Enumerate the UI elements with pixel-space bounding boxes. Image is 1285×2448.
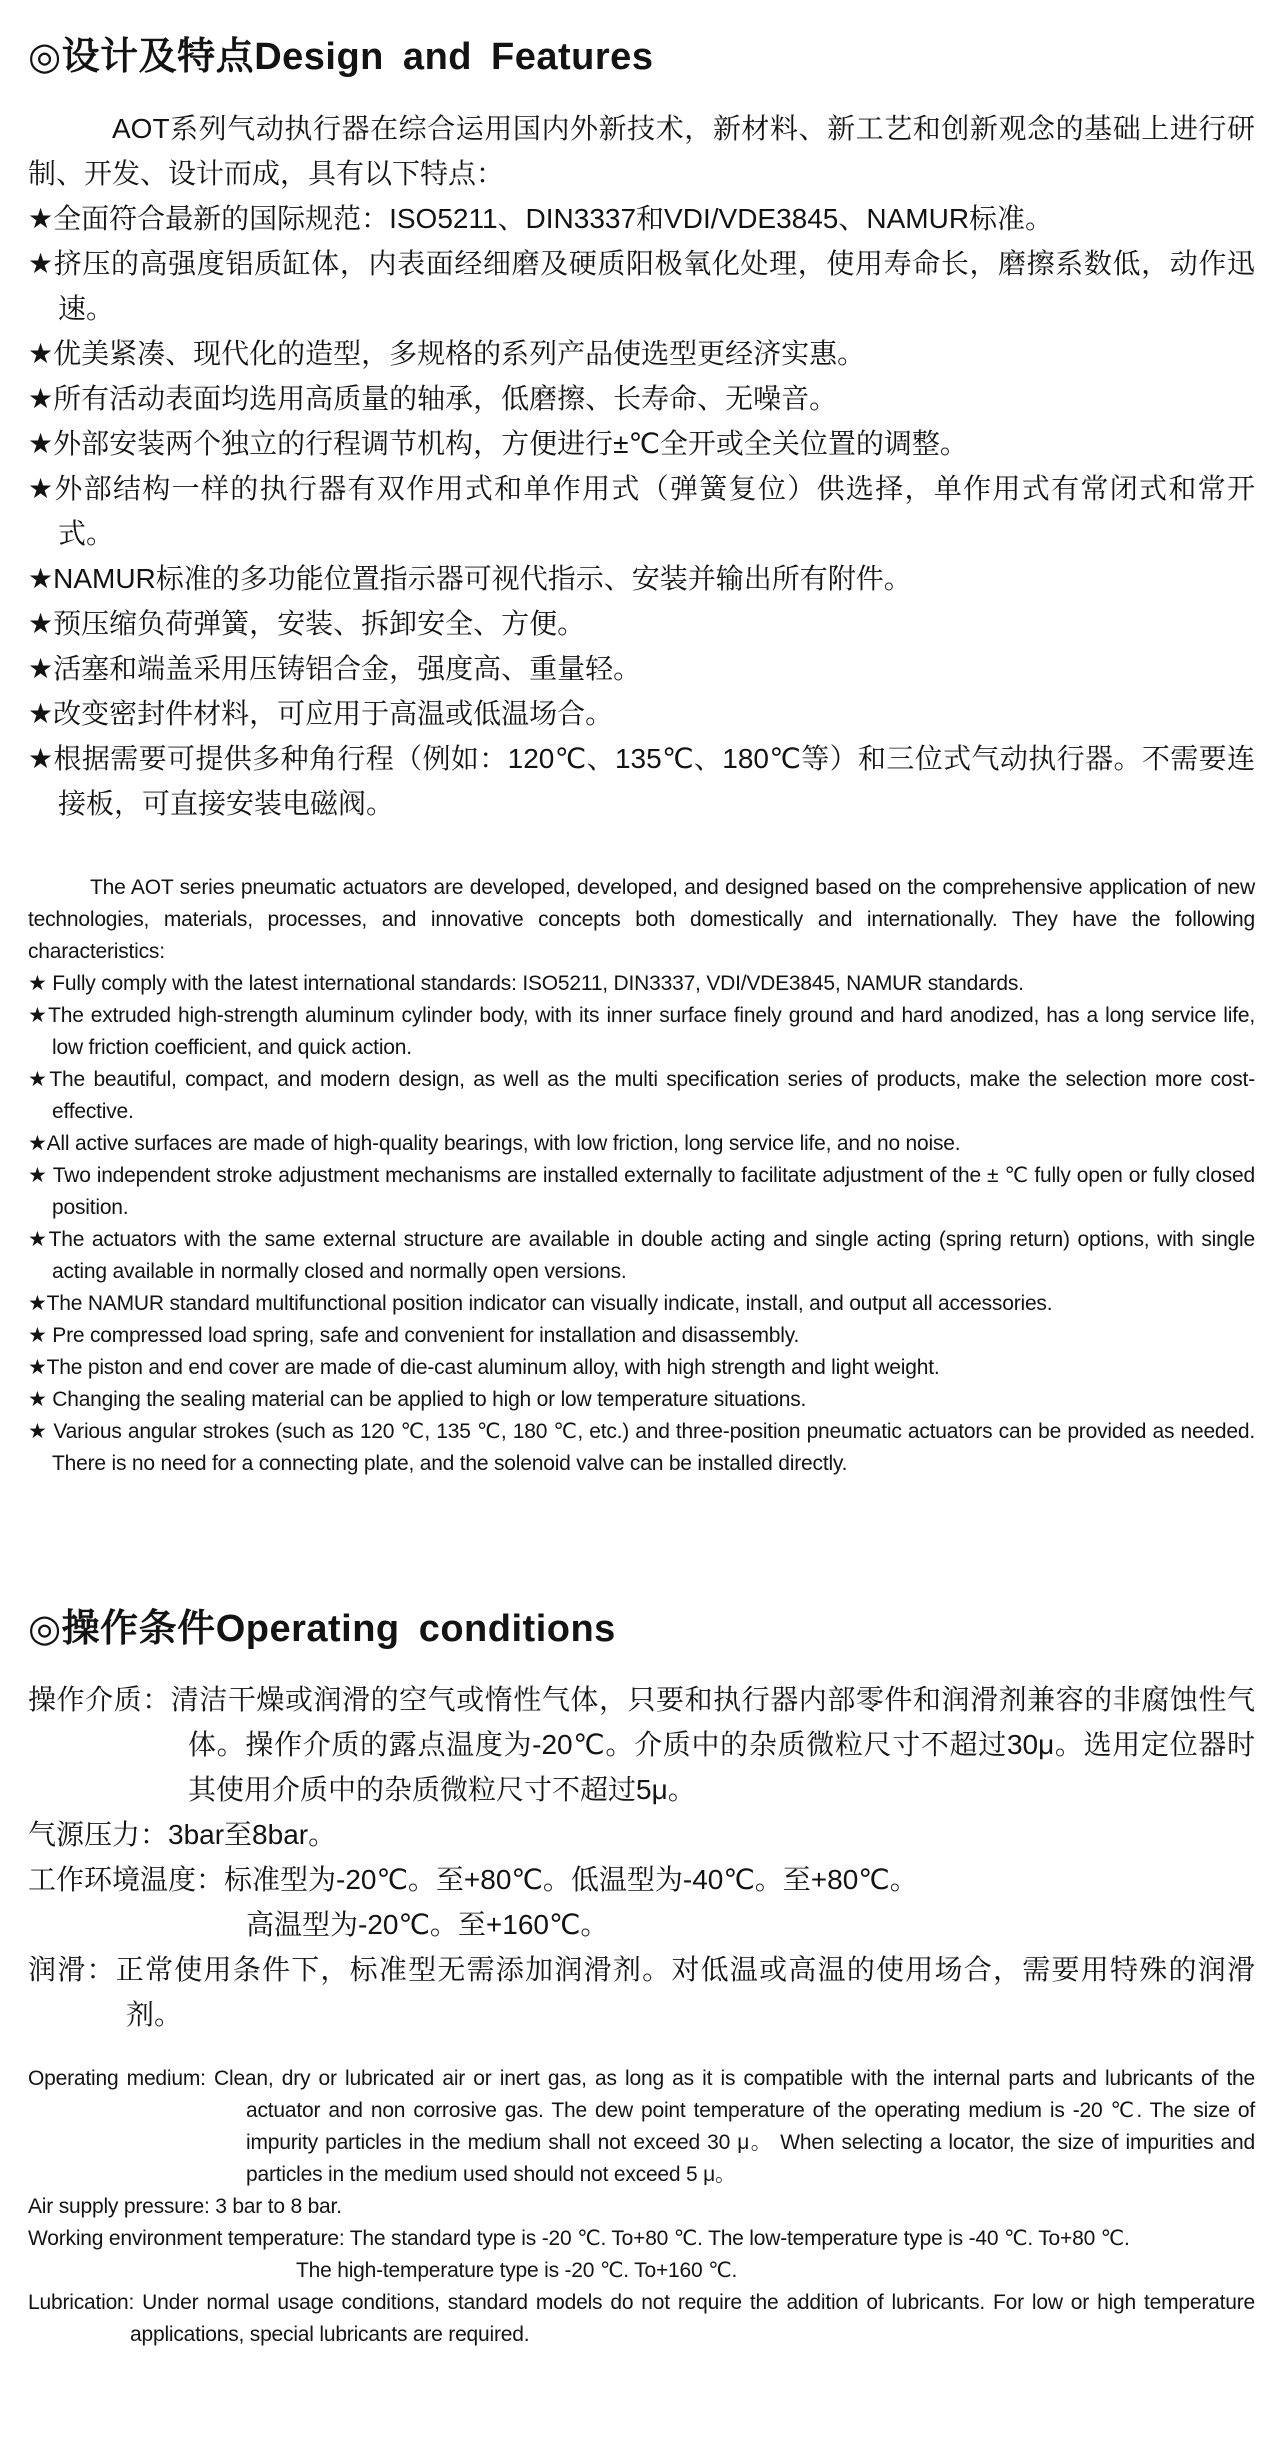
condition-lubrication-zh [28, 1947, 1255, 2037]
design-feature-bullet-en: ★ Fully comply with the latest international standards: ISO5211, DIN3337, VDI/VDE3845, NAMUR standards. [28, 971, 1024, 995]
design-feature-bullet-zh: ★活塞和端盖采用压铸铝合金，强度高、重量轻。 [28, 652, 642, 684]
design-feature-bullet-zh: ★外部结构一样的执行器有双作用式和单作用式（弹簧复位）供选择，单作用式有常闭式和常开式。 [28, 472, 1255, 549]
condition-medium-zh [28, 1677, 1255, 1812]
condition-temperature-zh [28, 1857, 1255, 1947]
condition-temperature-zh-label: 工作环境温度： [28, 1864, 225, 1896]
condition-medium-zh-text: 清洁干燥或润滑的空气或惰性气体，只要和执行器内部零件和润滑剂兼容的非腐蚀性气体。操作介质的露点温度为-20℃。介质中的杂质微粒尺寸不超过30μ。选用定位器时其使用介质中的杂质微粒尺寸不超过5μ。 [170, 1684, 1255, 1806]
condition-pressure-en-text: 3 bar to 8 bar. [215, 2195, 342, 2219]
condition-medium-en-label: Operating medium: [28, 2067, 206, 2091]
design-feature-bullet-en: ★ Two independent stroke adjustment mechanisms are installed externally to facilitate adjustment of the ± ℃ fully open or fully closed position. [28, 1163, 1255, 1219]
design-features-section [28, 36, 1255, 1480]
condition-lubrication-zh-label: 润滑： [28, 1954, 116, 1986]
design-feature-bullet-en: ★The NAMUR standard multifunctional position indicator can visually indicate, install, and output all accessories. [28, 1291, 1053, 1315]
design-bullets-en [28, 968, 1255, 1480]
operating-heading-en: Operating conditions [215, 1607, 616, 1650]
operating-conditions-zh [28, 1677, 1255, 2037]
condition-temperature-en [28, 2223, 1255, 2287]
condition-pressure-zh-text: 3bar至8bar。 [168, 1819, 337, 1851]
operating-conditions-en [28, 2063, 1255, 2351]
design-feature-bullet-zh: ★全面符合最新的国际规范：ISO5211、DIN3337和VDI/VDE3845、NAMUR标准。 [28, 202, 1054, 234]
operating-heading-symbol: ◎ [28, 1607, 62, 1650]
condition-pressure-en-label: Air supply pressure: [28, 2195, 210, 2219]
design-feature-bullet-zh: ★外部安装两个独立的行程调节机构，方便进行±℃全开或全关位置的调整。 [28, 427, 968, 459]
design-heading [28, 36, 1255, 80]
condition-medium-en [28, 2063, 1255, 2191]
design-heading-zh: 设计及特点 [61, 36, 255, 78]
operating-conditions-section [28, 1608, 1255, 2352]
design-feature-bullet-en: ★ Changing the sealing material can be applied to high or low temperature situations. [28, 1387, 807, 1411]
condition-pressure-zh [28, 1812, 1255, 1857]
operating-heading-zh: 操作条件 [61, 1607, 216, 1650]
condition-medium-en-text: Clean, dry or lubricated air or inert gas, as long as it is compatible with the internal parts and lubricants of the actuator and non corrosive gas. The dew point temperature of the operating medium is -20 ℃. The size of impurity particles in the medium shall not exceed 30 μ。 When selecting a locator, the size of impurities and particles in the medium used should not exceed 5 μ。 [214, 2067, 1255, 2187]
design-intro-zh: AOT系列气动执行器在综合运用国内外新技术，新材料、新工艺和创新观念的基础上进行研制、开发、设计而成，具有以下特点： [28, 112, 1255, 189]
condition-lubrication-zh-text: 正常使用条件下，标准型无需添加润滑剂。对低温或高温的使用场合，需要用特殊的润滑剂。 [115, 1954, 1255, 2031]
condition-lubrication-en [28, 2287, 1255, 2351]
design-feature-bullet-zh: ★所有活动表面均选用高质量的轴承，低磨擦、长寿命、无噪音。 [28, 382, 838, 414]
condition-lubrication-en-label: Lubrication: [28, 2291, 135, 2315]
condition-pressure-zh-label: 气源压力： [28, 1819, 169, 1851]
condition-pressure-en [28, 2191, 1255, 2223]
condition-lubrication-en-text: Under normal usage conditions, standard models do not require the addition of lubricants. For low or high temperature applications, special lubricants are required. [130, 2291, 1255, 2347]
design-feature-bullet-zh: ★改变密封件材料，可应用于高温或低温场合。 [28, 697, 614, 729]
design-feature-bullet-zh: ★优美紧凑、现代化的造型，多规格的系列产品使选型更经济实惠。 [28, 337, 866, 369]
design-bullets-zh [28, 196, 1255, 826]
design-heading-symbol: ◎ [28, 36, 62, 78]
design-feature-bullet-en: ★The piston and end cover are made of die-cast aluminum alloy, with high strength and light weight. [28, 1355, 940, 1379]
design-feature-bullet-en: ★The actuators with the same external structure are available in double acting and single acting (spring return) options, with single acting available in normally closed and normally open versions. [28, 1227, 1255, 1283]
condition-medium-zh-label: 操作介质： [28, 1684, 171, 1716]
design-feature-bullet-en: ★All active surfaces are made of high-quality bearings, with low friction, long service life, and no noise. [28, 1131, 961, 1155]
design-intro-en: The AOT series pneumatic actuators are developed, developed, and designed based on the comprehensive application of new technologies, materials, processes, and innovative concepts both domestically and internationally. They have the following characteristics: [28, 875, 1255, 963]
design-feature-bullet-en: ★ Pre compressed load spring, safe and convenient for installation and disassembly. [28, 1323, 800, 1347]
design-feature-bullet-en: ★The extruded high-strength aluminum cylinder body, with its inner surface finely ground and hard anodized, has a long service life, low friction coefficient, and quick action. [28, 1003, 1255, 1059]
condition-temperature-zh-text2: 高温型为-20℃。至+160℃。 [246, 1909, 609, 1941]
condition-temperature-en-label: Working environment temperature: [28, 2227, 345, 2251]
design-feature-bullet-zh: ★NAMUR标准的多功能位置指示器可视代指示、安装并输出所有附件。 [28, 562, 912, 594]
design-feature-bullet-en: ★ Various angular strokes (such as 120 ℃, 135 ℃, 180 ℃, etc.) and three-position pneumatic actuators can be provided as needed. There is no need for a connecting plate, and the solenoid valve can be installed directly. [28, 1419, 1255, 1475]
design-feature-bullet-zh: ★挤压的高强度铝质缸体，内表面经细磨及硬质阳极氧化处理，使用寿命长，磨擦系数低，动作迅速。 [28, 247, 1255, 324]
design-feature-bullet-en: ★The beautiful, compact, and modern design, as well as the multi specification series of products, make the selection more cost-effective. [28, 1067, 1255, 1123]
design-feature-bullet-zh: ★根据需要可提供多种角行程（例如：120℃、135℃、180℃等）和三位式气动执行器。不需要连接板，可直接安装电磁阀。 [28, 742, 1255, 819]
operating-heading [28, 1608, 1255, 1652]
condition-temperature-en-text2: The high-temperature type is -20 ℃. To+160 ℃. [296, 2259, 738, 2283]
condition-temperature-zh-text: 标准型为-20℃。至+80℃。低温型为-40℃。至+80℃。 [224, 1864, 918, 1896]
condition-temperature-en-text: The standard type is -20 ℃. To+80 ℃. The low-temperature type is -40 ℃. To+80 ℃. [349, 2227, 1130, 2251]
design-feature-bullet-zh: ★预压缩负荷弹簧，安装、拆卸安全、方便。 [28, 607, 586, 639]
design-heading-en: Design and Features [254, 36, 654, 78]
